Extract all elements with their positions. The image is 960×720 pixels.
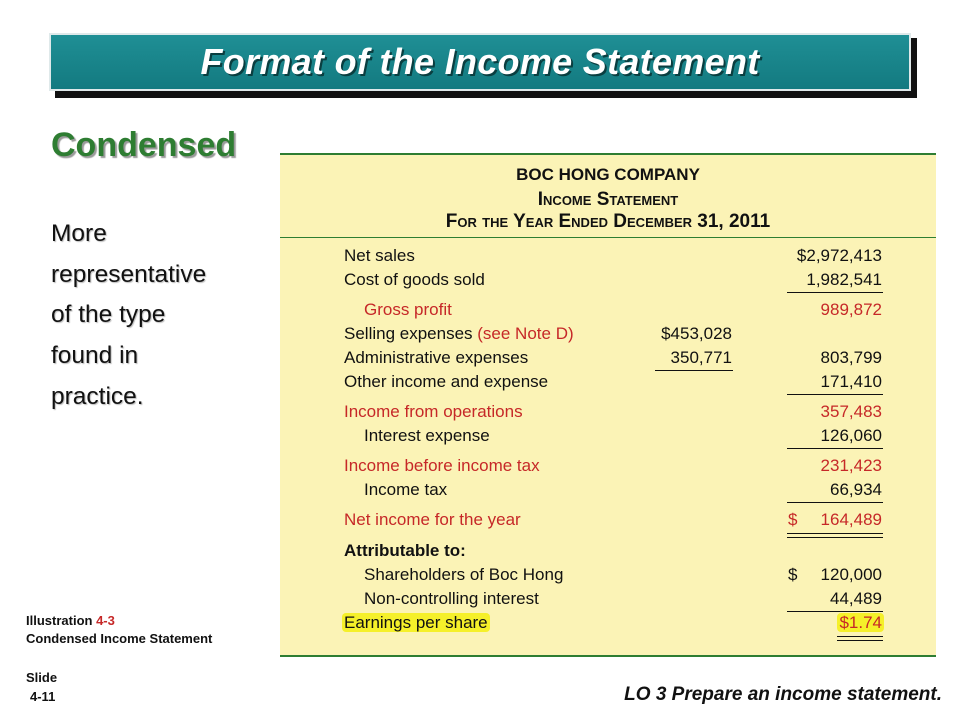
row-amount: 126,060	[820, 426, 882, 445]
row-label: Net sales	[344, 246, 415, 265]
description-line: found in	[51, 342, 139, 370]
double-underline	[837, 636, 883, 641]
row-amount: 120,000	[820, 565, 882, 584]
row-amount: 1,982,541	[806, 270, 882, 289]
row-amount: 164,489	[820, 510, 882, 529]
row-label: Net income for the year	[344, 510, 521, 529]
row-label: Income tax	[364, 480, 448, 499]
header-divider	[280, 237, 936, 238]
row-amount: $2,972,413	[796, 246, 882, 265]
currency-symbol: $	[788, 565, 798, 584]
row-label: Gross profit	[364, 300, 452, 319]
row-label: Attributable to:	[344, 541, 466, 560]
slide-title: Format of the Income Statement	[200, 41, 760, 82]
statement-row	[280, 613, 936, 635]
underline	[787, 611, 883, 612]
underline	[655, 370, 733, 371]
row-amount	[837, 613, 884, 633]
row-amount: 803,799	[820, 348, 882, 367]
description-line: representative	[51, 260, 207, 288]
slide-label: Slide	[26, 670, 58, 685]
statement-row	[280, 270, 936, 292]
illustration-number: 4-3	[96, 613, 115, 628]
statement-row	[280, 246, 936, 268]
company-name: BOC HONG COMPANY	[516, 165, 700, 184]
row-label: Income before income tax	[344, 456, 540, 475]
row-label-text: Selling expenses	[344, 324, 473, 343]
section-heading: Condensed	[51, 126, 237, 164]
description-line: practice.	[51, 382, 144, 410]
double-underline	[787, 533, 883, 538]
row-amount-col1: $453,028	[661, 324, 732, 343]
statement-row	[280, 426, 936, 448]
underline	[787, 292, 883, 293]
row-amount: 231,423	[820, 456, 882, 475]
statement-row	[280, 372, 936, 394]
currency-symbol: $	[788, 510, 798, 529]
statement-row	[280, 402, 936, 424]
statement-row	[280, 541, 936, 563]
description	[51, 214, 206, 418]
row-amount: 44,489	[830, 589, 882, 608]
statement-row	[280, 324, 936, 346]
statement-row	[280, 300, 936, 322]
statement-row	[280, 565, 936, 587]
illustration-label: Illustration	[26, 613, 93, 628]
row-label: Shareholders of Boc Hong	[364, 565, 564, 584]
row-amount-col1: 350,771	[670, 348, 732, 367]
description-line: More	[51, 220, 107, 247]
description-line: of the type	[51, 301, 166, 329]
underline	[787, 394, 883, 395]
title-banner	[49, 33, 911, 91]
row-amount: 171,410	[820, 372, 882, 391]
statement-row	[280, 456, 936, 478]
row-amount: 357,483	[820, 402, 882, 421]
row-label	[344, 324, 574, 344]
highlight-amount: $1.74	[839, 613, 882, 632]
note-reference: (see Note D)	[477, 324, 574, 343]
row-label: Interest expense	[364, 426, 490, 445]
row-label: Income from operations	[344, 402, 523, 421]
learning-objective: LO 3 Prepare an income statement.	[624, 684, 942, 705]
statement-period: For the Year Ended December 31, 2011	[445, 211, 771, 232]
statement-name: Income Statement	[537, 189, 679, 210]
underline	[787, 502, 883, 503]
row-label: Other income and expense	[344, 372, 549, 391]
row-amount: 989,872	[820, 300, 882, 319]
row-amount: 66,934	[830, 480, 882, 499]
highlight-label: Earnings per share	[344, 613, 488, 632]
row-label	[342, 613, 490, 633]
row-label: Non-controlling interest	[364, 589, 539, 608]
illustration-caption	[26, 612, 212, 648]
statement-row	[280, 510, 936, 532]
illustration-title: Condensed Income Statement	[26, 631, 213, 646]
slide-number-block	[26, 668, 57, 706]
statement-row	[280, 589, 936, 611]
row-label: Cost of goods sold	[344, 270, 485, 289]
underline	[787, 448, 883, 449]
row-label: Administrative expenses	[344, 348, 529, 367]
statement-row	[280, 480, 936, 502]
income-statement	[280, 153, 936, 657]
slide-number: 4-11	[30, 689, 56, 704]
statement-row	[280, 348, 936, 370]
